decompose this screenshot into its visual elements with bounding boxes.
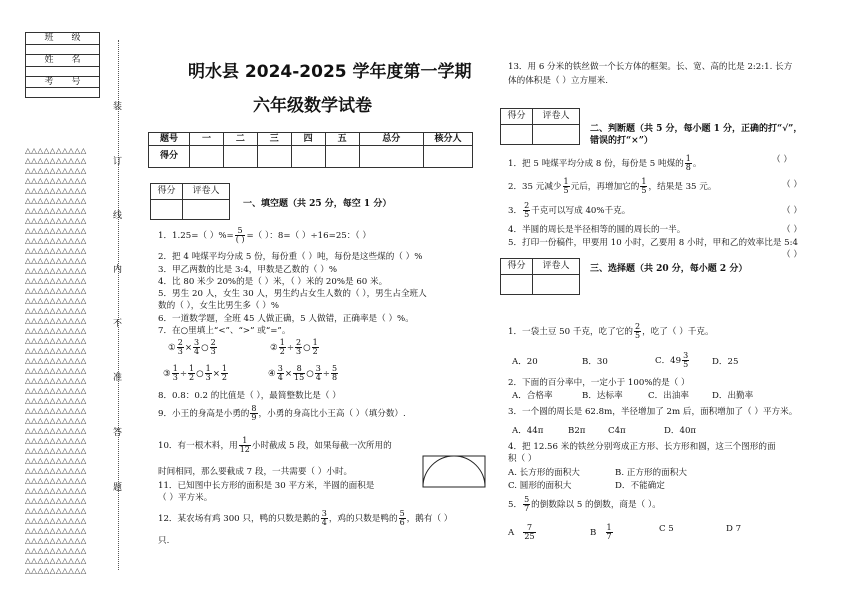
section2-title-line2: 错误的打“×”） <box>590 136 653 146</box>
fraction-denominator: 5 <box>563 186 569 195</box>
name-field[interactable] <box>26 66 100 76</box>
j1-part-a: 1．把 5 吨煤平均分成 8 份，每份是 5 吨煤的 <box>508 159 684 169</box>
score-header-cell: 核分人 <box>424 133 473 146</box>
triangle-row: △△△△△△△△△△ <box>25 506 87 515</box>
score-header-cell: 四 <box>291 133 325 146</box>
fraction-denominator: 2 <box>279 347 285 356</box>
q10-part-a: 10．有一根木料，用 <box>158 441 238 451</box>
fraction-denominator: 7 <box>524 504 530 513</box>
triangle-row: △△△△△△△△△△ <box>25 566 87 575</box>
triangle-row: △△△△△△△△△△ <box>25 206 87 215</box>
fraction <box>606 524 613 541</box>
judge-answer-2[interactable]: （ ） <box>782 180 802 190</box>
fraction-numerator: 3 <box>277 364 283 373</box>
fraction <box>172 365 179 382</box>
score-table <box>148 132 473 168</box>
fraction-numerator: 5 <box>524 495 530 504</box>
fraction-numerator: 1 <box>312 338 318 347</box>
fraction <box>293 365 305 382</box>
judge-3 <box>508 202 630 219</box>
choice-3-option-a[interactable]: A．44π <box>512 426 544 436</box>
triangle-row: △△△△△△△△△△ <box>25 346 87 355</box>
fraction-numerator: 5 <box>399 509 405 518</box>
binding-char: 准 <box>113 373 123 383</box>
choice-3: 3．一个圆的周长是 62.8m，半径增加了 2m 后，面积增加了（ ）平方米。 <box>508 407 798 417</box>
question-8: 8．0.8：0.2 的比值是（ ），最简整数比是（ ） <box>158 391 341 401</box>
fraction-numerator: 2 <box>635 322 641 331</box>
fraction-denominator: 5 <box>635 331 641 340</box>
choice-4-option-c[interactable]: C. 圆形的面积大 <box>508 481 572 491</box>
question-9 <box>158 405 406 422</box>
triangle-row: △△△△△△△△△△ <box>25 536 87 545</box>
fraction <box>279 339 286 356</box>
choice-1-option-a[interactable]: A．20 <box>512 357 538 367</box>
grader-label: 评卷人 <box>182 184 229 200</box>
fraction-numerator: 1 <box>172 364 178 373</box>
triangle-row: △△△△△△△△△△ <box>25 366 87 375</box>
fraction-denominator: 5 <box>524 210 530 219</box>
fraction-denominator: 2 <box>312 347 318 356</box>
fraction-denominator: 5 <box>683 360 689 369</box>
fraction-numerator: 1 <box>239 437 251 446</box>
fraction-numerator: 1 <box>563 177 569 186</box>
exam-title-line1: 明水县 2024-2025 学年度第一学期 <box>188 62 472 82</box>
question-11: 11．已知图中长方形的面积是 30 平方米，半圆的面积是 <box>158 481 375 491</box>
fraction <box>295 339 302 356</box>
fraction <box>210 339 217 356</box>
judge-answer-1[interactable]: （ ） <box>772 155 792 165</box>
fraction <box>239 437 251 454</box>
judge-1 <box>508 155 701 172</box>
score-header-cell: 三 <box>257 133 291 146</box>
q1-part-a: 1．1.25=（ ）%= <box>158 231 234 241</box>
fraction-numerator: 1 <box>205 364 211 373</box>
fraction <box>634 323 641 340</box>
question-2: 2．把 4 吨煤平均分成 5 份，每份重（ ）吨，每份是这些煤的（ ）% <box>158 252 423 262</box>
grader-box <box>500 108 580 145</box>
choice-5 <box>508 496 661 513</box>
j3-part-b: 千克可以写成 40%千克。 <box>531 206 631 216</box>
binding-char: 内 <box>113 265 123 275</box>
triangle-row: △△△△△△△△△△ <box>25 146 87 155</box>
choice-4-option-a[interactable]: A. 长方形的面积大 <box>508 468 580 478</box>
triangle-row: △△△△△△△△△△ <box>25 496 87 505</box>
fraction-denominator: 3 <box>210 347 216 356</box>
binding-char: 线 <box>113 211 123 221</box>
student-info-table <box>25 32 100 98</box>
grader-name-cell[interactable] <box>532 125 579 145</box>
score-cell[interactable] <box>223 146 257 168</box>
compare-circle[interactable]: ○ <box>196 369 204 379</box>
fraction-numerator: 3 <box>194 338 200 347</box>
triangle-row: △△△△△△△△△△ <box>25 276 87 285</box>
fraction <box>277 365 284 382</box>
rectangle-semicircle-figure <box>422 455 486 489</box>
compare-circle[interactable]: ○ <box>201 343 209 353</box>
grader-name-cell[interactable] <box>182 200 229 220</box>
triangle-row: △△△△△△△△△△ <box>25 456 87 465</box>
q9-part-b: ，小勇的身高比小王高（ ）（填分数）. <box>258 409 406 419</box>
triangle-row: △△△△△△△△△△ <box>25 446 87 455</box>
fraction <box>523 202 530 219</box>
q9-part-a: 9．小王的身高是小勇的 <box>158 409 250 419</box>
question-1 <box>158 227 371 244</box>
fraction <box>331 365 338 382</box>
choice-5-option-a[interactable] <box>508 524 537 541</box>
fraction <box>177 339 184 356</box>
fraction <box>188 365 195 382</box>
choice-5-option-b[interactable] <box>590 524 614 541</box>
fraction-numerator: 1 <box>641 177 647 186</box>
score-header-cell: 题号 <box>149 133 190 146</box>
fraction-denominator: 2 <box>221 373 227 382</box>
fraction-denominator: 8 <box>685 163 691 172</box>
q12-part-c: ，鹅有（ ） <box>406 514 453 524</box>
choice-4-line2: 积（ ） <box>508 454 537 464</box>
triangle-row: △△△△△△△△△△ <box>25 156 87 165</box>
triangle-row: △△△△△△△△△△ <box>25 476 87 485</box>
s5-part-a: 5． <box>508 500 523 510</box>
compare-label: ② <box>270 343 278 353</box>
score-cell[interactable] <box>424 146 473 168</box>
op-sign: × <box>184 343 193 353</box>
fraction <box>315 365 322 382</box>
fraction-denominator: 7 <box>606 532 612 541</box>
choice-4-option-d[interactable]: D．不能确定 <box>615 481 665 491</box>
fraction-numerator: 1 <box>685 154 691 163</box>
q12-part-a: 12．某农场有鸡 300 只，鸭的只数是鹅的 <box>158 514 320 524</box>
question-12-line2: 只. <box>158 536 170 546</box>
triangle-row: △△△△△△△△△△ <box>25 336 87 345</box>
fraction-numerator: 2 <box>177 338 183 347</box>
op-sign: ÷ <box>286 343 295 353</box>
score-cell[interactable] <box>257 146 291 168</box>
score-header-cell: 总分 <box>359 133 423 146</box>
q1-part-b: =（ ）：8=（ ）÷16=25：（ ） <box>246 231 371 241</box>
grader-score-cell[interactable] <box>151 200 183 220</box>
binding-char: 答 <box>113 428 123 438</box>
triangle-row: △△△△△△△△△△ <box>25 166 87 175</box>
triangle-row: △△△△△△△△△△ <box>25 356 87 365</box>
fraction-denominator: 3 <box>172 373 178 382</box>
j2-part-c: ，结果是 35 元。 <box>648 182 717 192</box>
q12-part-b: ，鸡的只数是鸭的 <box>328 514 398 524</box>
binding-char: 订 <box>113 157 123 167</box>
compare-3 <box>163 365 229 382</box>
fraction-denominator: 4 <box>277 373 283 382</box>
choice-2-option-d[interactable]: D．出勤率 <box>712 391 754 401</box>
compare-label: ① <box>168 343 176 353</box>
question-11-line2: （ ）平方米。 <box>158 493 213 503</box>
question-10 <box>158 437 392 454</box>
fraction <box>682 352 689 369</box>
triangle-row: △△△△△△△△△△ <box>25 256 87 265</box>
triangle-row: △△△△△△△△△△ <box>25 196 87 205</box>
fraction-numerator: 2 <box>524 201 530 210</box>
choice-4-line1: 4．把 12.56 米的铁丝分别弯成正方形、长方形和圆，这三个图形的面 <box>508 442 776 452</box>
score-cell[interactable] <box>359 146 423 168</box>
grader-score-label: 得分 <box>151 184 183 200</box>
fraction <box>312 339 319 356</box>
question-4: 4．比 80 米少 20%的是（ ）米，（ ）米的 20%是 60 米。 <box>158 277 388 287</box>
score-header-cell: 五 <box>325 133 359 146</box>
section3-title: 三、选择题（共 20 分，每小题 2 分） <box>590 264 748 274</box>
triangle-row: △△△△△△△△△△ <box>25 436 87 445</box>
fraction-denominator: 4 <box>321 518 327 527</box>
fraction-denominator: ( ) <box>235 235 245 244</box>
grader-score-cell[interactable] <box>501 125 533 145</box>
choice-3-option-b[interactable]: B2π <box>568 426 586 436</box>
choice-3-option-d[interactable]: D．40π <box>664 426 697 436</box>
s1-part-b: ，吃了（ ）千克。 <box>642 327 714 337</box>
compare-label: ③ <box>163 369 171 379</box>
triangle-row: △△△△△△△△△△ <box>25 286 87 295</box>
fraction <box>205 365 212 382</box>
exam-title-line2: 六年级数学试卷 <box>253 96 372 116</box>
question-3: 3．甲乙两数的比是 3:4，甲数是乙数的（ ）% <box>158 265 338 275</box>
fraction-numerator: 5 <box>332 364 338 373</box>
score-cell[interactable] <box>325 146 359 168</box>
triangle-row: △△△△△△△△△△ <box>25 216 87 225</box>
question-13-line1: 13．用 6 分米的铁丝做一个长方体的框架。长、宽、高的比是 2:2:1. 长方 <box>508 62 793 72</box>
op-sign: ÷ <box>322 369 330 379</box>
judge-answer-4[interactable]: （ ） <box>782 225 802 235</box>
choice-5-option-d[interactable]: D 7 <box>726 524 742 534</box>
judge-answer-5[interactable]: （ ） <box>782 250 802 260</box>
fraction <box>523 524 535 541</box>
grader-label: 评卷人 <box>532 259 579 275</box>
question-10-line2: 时间相同，那么要截成 7 段，一共需要（ ）小时。 <box>158 467 353 477</box>
fraction-numerator: 2 <box>210 338 216 347</box>
fraction-numerator: 1 <box>279 338 285 347</box>
triangle-row: △△△△△△△△△△ <box>25 556 87 565</box>
choice-1 <box>508 323 714 340</box>
score-header-cell: 一 <box>190 133 224 146</box>
score-row-label: 得分 <box>149 146 190 168</box>
question-13-line2: 体的体积是（ ）立方厘米. <box>508 76 608 86</box>
option-text: B <box>590 528 597 538</box>
compare-circle[interactable]: ○ <box>303 343 311 353</box>
choice-1-option-c[interactable] <box>655 352 690 369</box>
fraction <box>563 178 570 195</box>
q10-part-b: 小时截成 5 段，如果每截一次所用的 <box>251 441 392 451</box>
grader-box <box>150 183 230 220</box>
fraction-denominator: 8 <box>332 373 338 382</box>
triangle-row: △△△△△△△△△△ <box>25 516 87 525</box>
triangle-row: △△△△△△△△△△ <box>25 386 87 395</box>
choice-5-option-c[interactable]: C 5 <box>659 524 674 534</box>
section2-title: 二、判断题（共 5 分，每小题 1 分，正确的打“√”， <box>590 124 803 134</box>
triangle-row: △△△△△△△△△△ <box>25 226 87 235</box>
score-cell[interactable] <box>190 146 224 168</box>
choice-3-option-c[interactable]: C4π <box>608 426 626 436</box>
triangle-row: △△△△△△△△△△ <box>25 186 87 195</box>
choice-2-option-a[interactable]: A．合格率 <box>512 391 553 401</box>
triangle-row: △△△△△△△△△△ <box>25 426 87 435</box>
op-sign: × <box>212 369 220 379</box>
fraction-denominator: 3 <box>205 373 211 382</box>
s5-part-b: 的倒数除以 5 的倒数，商是（ ）。 <box>531 500 661 510</box>
compare-circle[interactable]: ○ <box>306 369 314 379</box>
grader-score-cell[interactable] <box>501 275 533 295</box>
fraction-numerator: 8 <box>293 365 305 374</box>
fraction-numerator: 1 <box>221 364 227 373</box>
exam-no-field[interactable] <box>26 88 100 98</box>
choice-1-option-b[interactable]: B．30 <box>582 357 608 367</box>
exam-no-label: 考 号 <box>26 76 100 88</box>
fraction <box>685 155 692 172</box>
fraction-denominator: 4 <box>194 347 200 356</box>
fraction-denominator: 25 <box>524 532 535 541</box>
triangle-row: △△△△△△△△△△ <box>25 296 87 305</box>
q1-fraction <box>235 227 246 244</box>
judge-answer-3[interactable]: （ ） <box>782 206 802 216</box>
binding-char: 不 <box>113 319 123 329</box>
triangle-row: △△△△△△△△△△ <box>25 316 87 325</box>
binding-char: 装 <box>113 102 123 112</box>
compare-label: ④ <box>268 369 276 379</box>
triangle-row: △△△△△△△△△△ <box>25 546 87 555</box>
name-label: 姓 名 <box>26 54 100 66</box>
fraction-denominator: 4 <box>315 373 321 382</box>
triangle-row: △△△△△△△△△△ <box>25 486 87 495</box>
option-text: A <box>508 528 515 538</box>
s1-part-a: 1．一袋土豆 50 千克，吃了它的 <box>508 327 633 337</box>
grader-box <box>500 258 580 295</box>
triangle-row: △△△△△△△△△△ <box>25 266 87 275</box>
question-5-line1: 5．男生 20 人，女生 30 人，男生约占女生人数的（ ），男生占全班人 <box>158 289 427 299</box>
triangle-row: △△△△△△△△△△ <box>25 466 87 475</box>
triangle-row: △△△△△△△△△△ <box>25 526 87 535</box>
choice-4-option-b[interactable]: B. 正方形的面积大 <box>615 468 687 478</box>
score-cell[interactable] <box>291 146 325 168</box>
fraction-denominator: 2 <box>189 373 195 382</box>
choice-1-option-d[interactable]: D．25 <box>712 357 739 367</box>
op-sign: ÷ <box>179 369 188 379</box>
compare-4 <box>268 365 339 382</box>
grader-score-label: 得分 <box>501 259 533 275</box>
fraction-denominator: 12 <box>239 445 250 454</box>
fraction <box>250 405 257 422</box>
fraction-numerator: 7 <box>523 524 535 533</box>
question-7: 7．在○里填上“<”、“>” 或“=”。 <box>158 326 291 336</box>
judge-5: 5．打印一份稿件，甲要用 10 小时，乙要用 8 小时，甲和乙的效率比是 5:4 <box>508 238 798 248</box>
choice-2: 2．下面的百分率中，一定小于 100%的是（ ） <box>508 378 690 388</box>
j3-label: 3． <box>508 206 523 216</box>
compare-1 <box>168 339 218 356</box>
section1-title: 一、填空题（共 25 分，每空 1 分） <box>243 199 392 209</box>
fraction-numerator: 5 <box>235 227 246 236</box>
j2-part-b: 元后，再增加它的 <box>570 182 640 192</box>
binding-char: 题 <box>113 483 123 493</box>
triangle-row: △△△△△△△△△△ <box>25 176 87 185</box>
fraction-numerator: 1 <box>606 523 612 532</box>
choice-2-option-b[interactable]: B．达标率 <box>582 391 623 401</box>
fraction-numerator: 1 <box>189 364 195 373</box>
fraction <box>523 496 530 513</box>
question-6: 6．一道数学题，全班 45 人做正确，5 人做错，正确率是（ ）%。 <box>158 314 414 324</box>
triangle-row: △△△△△△△△△△ <box>25 406 87 415</box>
choice-2-option-c[interactable]: C．出油率 <box>648 391 689 401</box>
grader-name-cell[interactable] <box>532 275 579 295</box>
fraction-numerator: 3 <box>315 364 321 373</box>
fraction <box>221 365 228 382</box>
grader-label: 评卷人 <box>532 109 579 125</box>
triangle-row: △△△△△△△△△△ <box>25 306 87 315</box>
fraction-numerator: 8 <box>251 404 257 413</box>
fraction-numerator: 3 <box>321 509 327 518</box>
fraction-denominator: 3 <box>177 347 183 356</box>
triangle-row: △△△△△△△△△△ <box>25 416 87 425</box>
class-label: 班 级 <box>26 33 100 45</box>
option-text: C．49 <box>655 356 682 366</box>
triangle-row: △△△△△△△△△△ <box>25 376 87 385</box>
fraction <box>193 339 200 356</box>
fraction-denominator: 9 <box>251 413 257 422</box>
j1-part-b: 。 <box>692 159 702 169</box>
op-sign: × <box>284 369 293 379</box>
question-12 <box>158 510 452 527</box>
fraction-denominator: 6 <box>399 518 405 527</box>
judge-2 <box>508 178 716 195</box>
fraction <box>321 510 328 527</box>
fraction-denominator: 5 <box>641 186 647 195</box>
triangle-row: △△△△△△△△△△ <box>25 326 87 335</box>
judge-4: 4．半圆的周长是半径相等的圆的周长的一半。 <box>508 225 686 235</box>
triangle-row: △△△△△△△△△△ <box>25 396 87 405</box>
compare-2 <box>270 339 320 356</box>
fraction-numerator: 2 <box>296 338 302 347</box>
grader-score-label: 得分 <box>501 109 533 125</box>
fraction <box>399 510 406 527</box>
score-header-cell: 二 <box>223 133 257 146</box>
fraction-denominator: 15 <box>294 373 305 382</box>
triangle-row: △△△△△△△△△△ <box>25 236 87 245</box>
j2-part-a: 2．35 元减少 <box>508 182 562 192</box>
class-field[interactable] <box>26 44 100 54</box>
question-5-line2: 数的（ ），女生比男生多（ ）% <box>158 301 280 311</box>
fraction-numerator: 3 <box>683 351 689 360</box>
triangle-row: △△△△△△△△△△ <box>25 246 87 255</box>
fraction <box>640 178 647 195</box>
fraction-denominator: 3 <box>296 347 302 356</box>
